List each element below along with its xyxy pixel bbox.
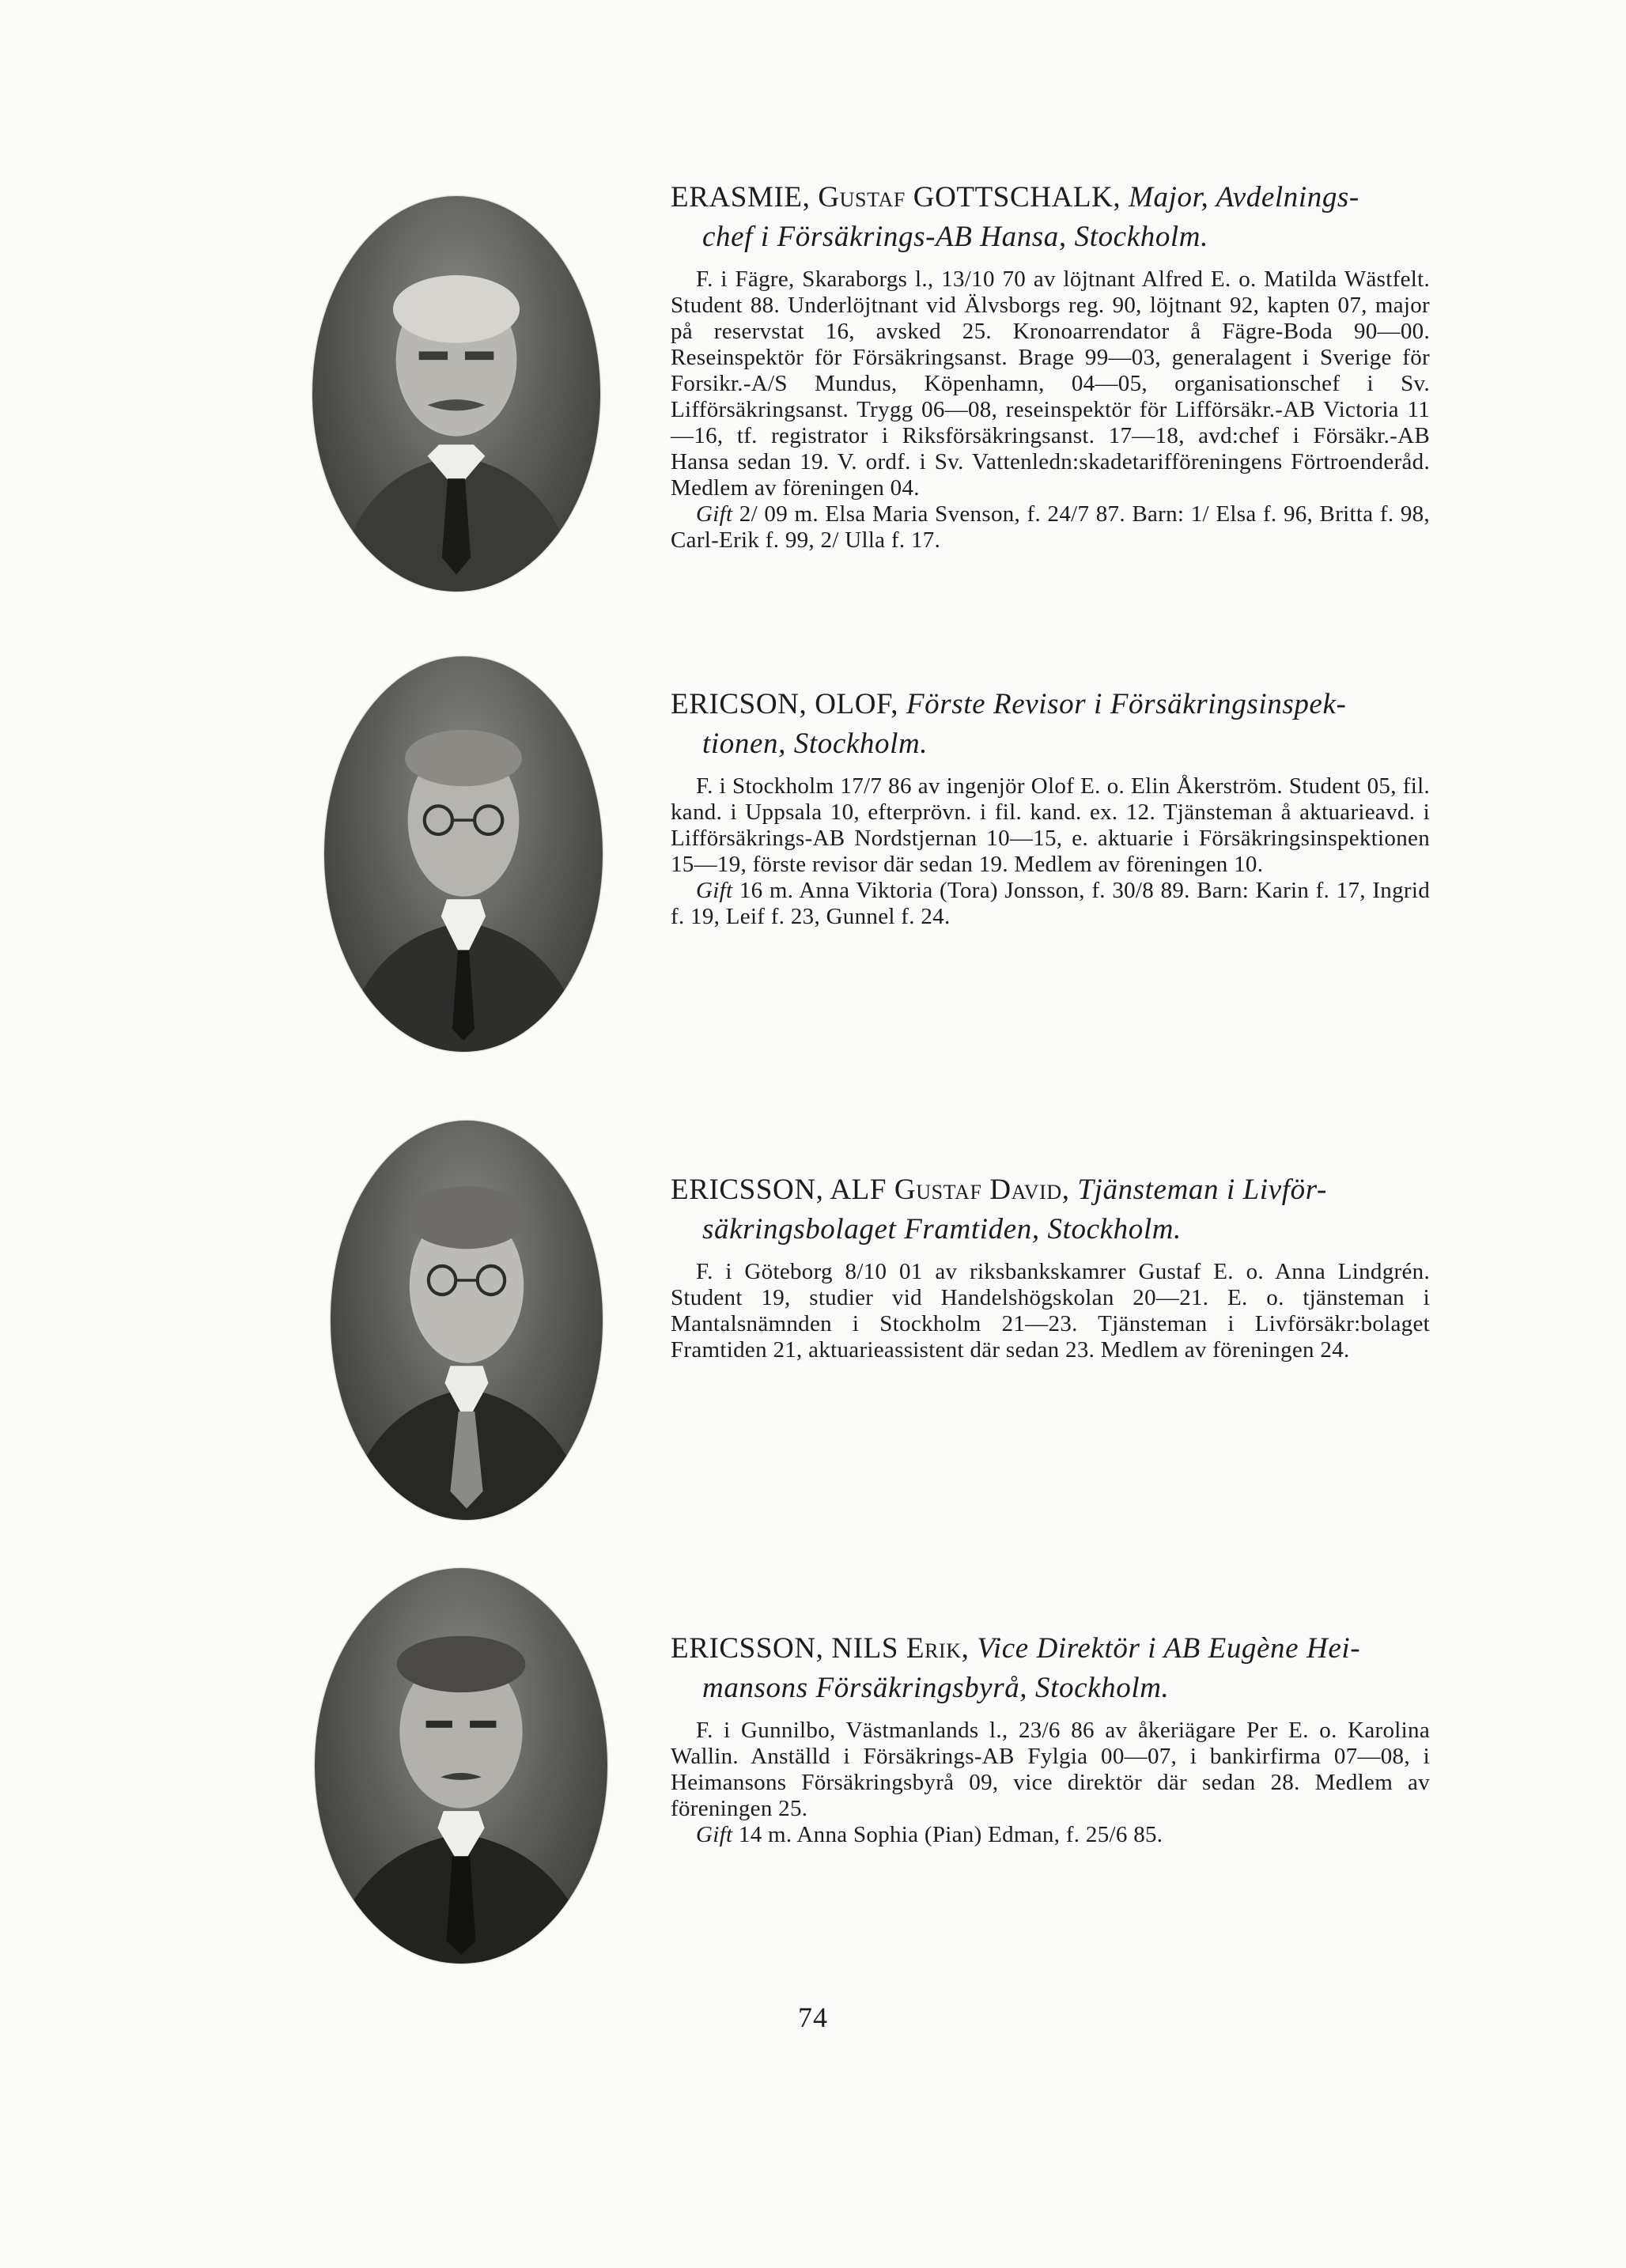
surname: ERICSSON, (671, 1632, 824, 1665)
title-line-2: tionen, Stockholm. (702, 728, 928, 760)
family-details: 14 m. Anna Sophia (Pian) Edman, f. 25/6 85. (738, 1822, 1163, 1847)
family-label: Gift (696, 501, 733, 527)
surname: ERICSON, (671, 688, 807, 720)
entry-body (671, 1259, 1430, 1363)
page-number: 74 (798, 2002, 828, 2033)
title-line-2: säkringsbolaget Framtiden, Stockholm. (702, 1213, 1182, 1246)
family-text (671, 878, 1430, 930)
entry-heading (671, 1629, 1430, 1708)
title-line-1: Major, Avdelnings- (1129, 181, 1359, 214)
given-name-smallcaps: Erik, (906, 1632, 970, 1665)
entry-heading (671, 1170, 1430, 1249)
entry-body (671, 773, 1430, 930)
entry-heading (671, 685, 1430, 764)
portrait-photo (324, 656, 603, 1052)
family-label: Gift (696, 878, 733, 903)
family-text (671, 1822, 1430, 1848)
given-name-smallcaps: Gustaf (818, 181, 906, 214)
given-name-smallcaps: Gustaf David, (894, 1174, 1070, 1206)
portrait-photo (331, 1121, 603, 1520)
entry-body (671, 266, 1430, 554)
entry-heading (671, 178, 1430, 257)
title-line-1: Förste Revisor i Försäkringsinspek- (906, 688, 1347, 720)
biography-text: F. i Stockholm 17/7 86 av ingenjör Olof E. o. Elin Åkerström. Student 05, fil. kand. i Uppsala 10, efterprövn. i fil. kand. ex. 12. Tjänsteman å aktuarieavd. i Lifförsäkrings-AB Nordstjernan 10—15, e. aktuarie i Försäkringsinspektionen 15—19, förste revisor där sedan 19. Medlem av föreningen 10. (671, 773, 1430, 877)
portrait-photo (312, 196, 600, 592)
title-line-1: Vice Direktör i AB Eugène Hei- (977, 1632, 1361, 1665)
family-text (671, 501, 1430, 554)
surname: ERASMIE, (671, 181, 811, 214)
entry-body (671, 1718, 1430, 1848)
title-line-1: Tjänsteman i Livför- (1077, 1174, 1327, 1206)
given-name: NILS (831, 1632, 899, 1665)
family-details: 16 m. Anna Viktoria (Tora) Jonsson, f. 30/8 89. Barn: Karin f. 17, Ingrid f. 19, Leif f. 23, Gunnel f. 24. (671, 878, 1430, 929)
given-name: GOTTSCHALK, (913, 181, 1121, 214)
biography-text: F. i Fägre, Skaraborgs l., 13/10 70 av löjtnant Alfred E. o. Matilda Wästfelt. Student 88. Underlöjtnant vid Älvsborgs reg. 90, löjtnant 92, kapten 07, major på reservstat 16, avsked 25. Kronoarrendator å Fägre-Boda 90—00. Reseinspektör för Försäkringsanst. Brage 99—03, generalagent i Sverige för Forsikr.-A/S Mundus, Köpenhamn, 04—05, organisationschef i Sv. Lifförsäkringsanst. Trygg 06—08, reseinspektör för Lifförsäkr.-AB Victoria 11—16, tf. registrator i Riksförsäkringsanst. 17—18, avd:chef i Försäkr.-AB Hansa sedan 19. V. ordf. i Sv. Vattenledn:skadetarifföreningens Förtroenderåd. Medlem av föreningen 04. (671, 266, 1430, 501)
biography-text: F. i Gunnilbo, Västmanlands l., 23/6 86 av åkeriägare Per E. o. Karolina Wallin. Anställd i Försäkrings-AB Fylgia 00—07, i bankirfirma 07—08, i Heimansons Försäkringsbyrå 09, vice direktör där sedan 28. Medlem av föreningen 25. (671, 1718, 1430, 1821)
title-line-2: mansons Försäkringsbyrå, Stockholm. (702, 1672, 1170, 1704)
title-line-2: chef i Försäkrings-AB Hansa, Stockholm. (702, 221, 1208, 253)
family-label: Gift (696, 1822, 733, 1847)
family-details: 2/ 09 m. Elsa Maria Svenson, f. 24/7 87. Barn: 1/ Elsa f. 96, Britta f. 98, Carl-Erik f. 99, 2/ Ulla f. 17. (671, 501, 1430, 553)
given-name: OLOF, (815, 688, 899, 720)
portrait-photo (315, 1568, 607, 1964)
given-name: ALF (830, 1174, 887, 1206)
biography-text: F. i Göteborg 8/10 01 av riksbankskamrer Gustaf E. o. Anna Lindgrén. Student 19, studier vid Handelshögskolan 20—21. E. o. tjänsteman i Mantalsnämnden i Stockholm 21—23. Tjänsteman i Livförsäkr:bolaget Framtiden 21, aktuarieassistent där sedan 23. Medlem av föreningen 24. (671, 1259, 1430, 1363)
surname: ERICSSON, (671, 1174, 824, 1206)
